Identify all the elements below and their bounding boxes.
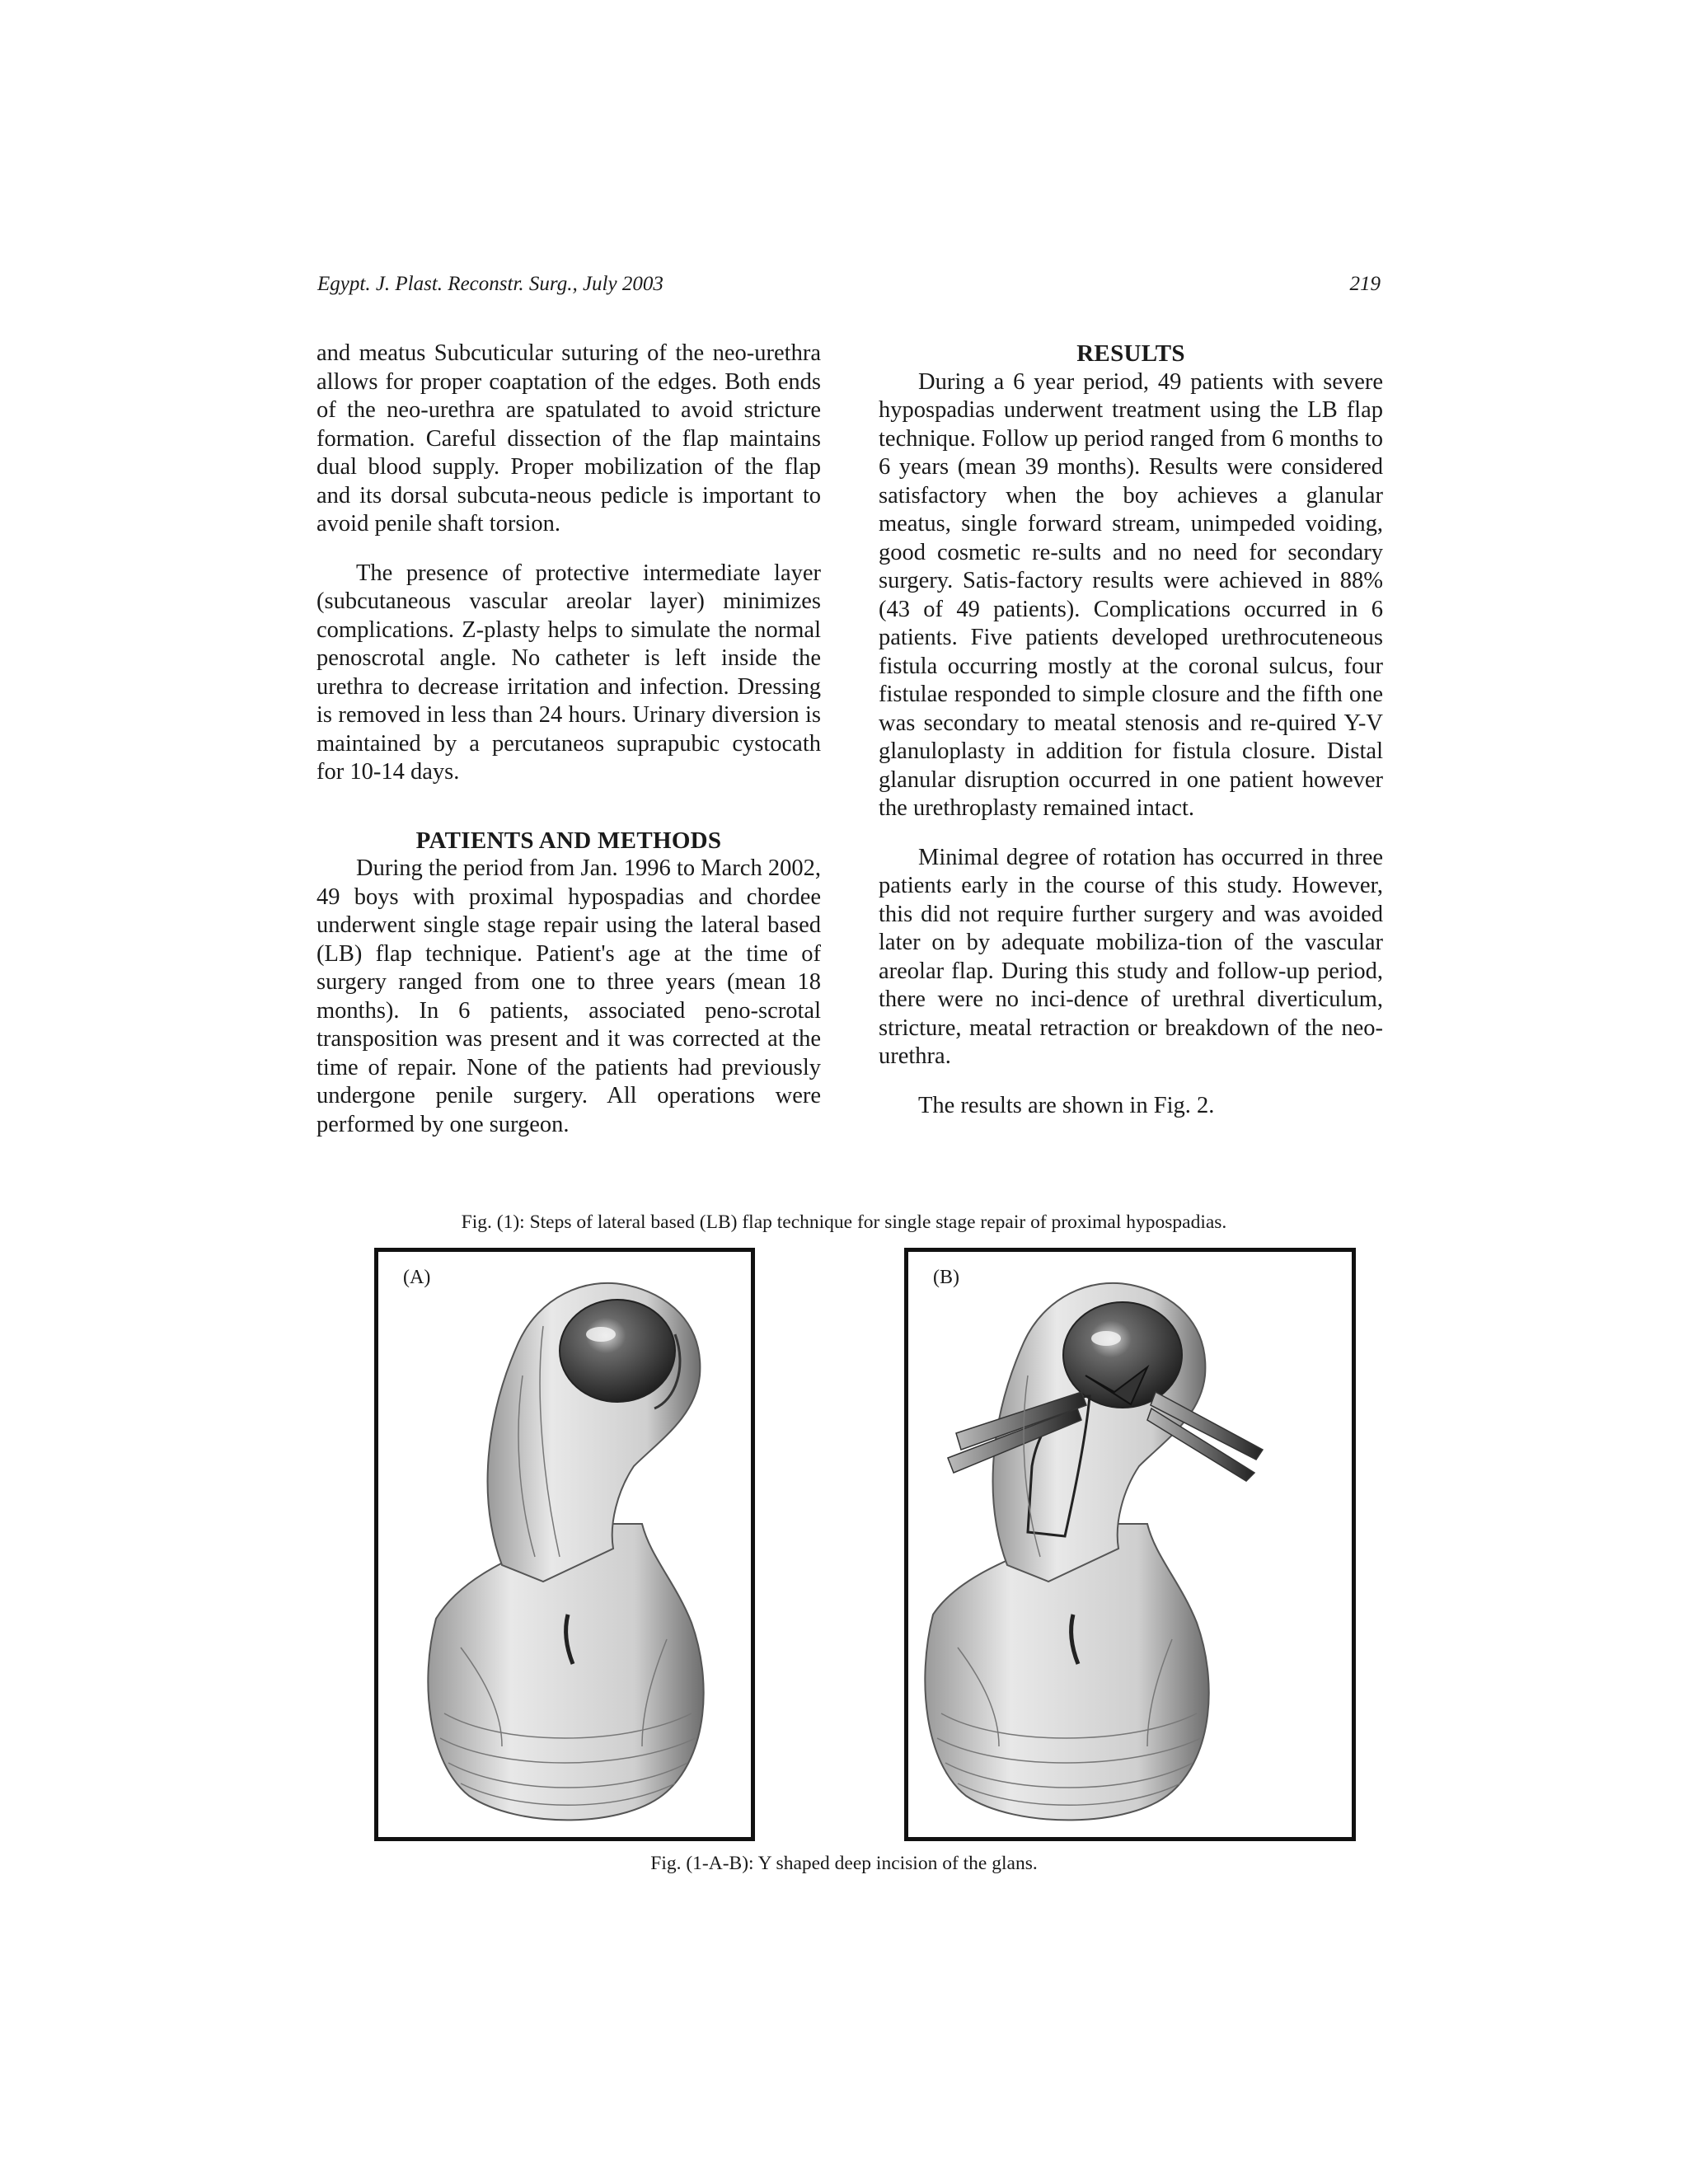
section-heading-results: RESULTS: [1076, 340, 1185, 367]
illustration-b: [908, 1252, 1352, 1837]
panel-label-b: (B): [933, 1267, 959, 1288]
journal-citation: Egypt. J. Plast. Reconstr. Surg., July 2003: [317, 273, 663, 295]
section-heading-patients-methods: PATIENTS AND METHODS: [415, 827, 722, 854]
paragraph-patients: During the period from Jan. 1996 to March 2002, 49 boys with proximal hypospadias and chordee underwent single stage repair using the lateral based (LB) flap technique. Patient's age at the time of surgery ranged from one to three years (mean 18 months). In 6 patients, associated peno-scrotal transposition was present and it was corrected at the time of repair. None of the patients had previously undergone penile surgery. All operations were performed by one surgeon.: [316, 855, 821, 1137]
figure-panel-a: [374, 1248, 755, 1841]
paragraph-protective-layer: The presence of protective intermediate layer (subcutaneous vascular areolar layer) minimizes complications. Z-plasty helps to simulate the normal penoscrotal angle. No catheter is left inside the urethra to decrease irritation and infection. Dressing is removed in less than 24 hours. Urinary diversion is maintained by a percutaneos suprapubic cystocath for 10-14 days.: [316, 560, 821, 785]
figure-panel-b: [904, 1248, 1356, 1841]
paragraph-fig-reference: The results are shown in Fig. 2.: [918, 1092, 1215, 1118]
running-head: [317, 273, 1381, 306]
right-column: [879, 340, 1383, 1120]
panel-label-a: (A): [403, 1267, 431, 1288]
paragraph-technique-continued: and meatus Subcuticular suturing of the neo-urethra allows for proper coaptation of the edges. Both ends of the neo-urethra are spatulated to avoid stricture formation. Careful dissection of the flap maintains dual blood supply. Proper mobilization of the flap and its dorsal subcuta-neous pedicle is important to avoid penile shaft torsion.: [316, 340, 821, 537]
left-column: [316, 340, 821, 1139]
page-number: 219: [1349, 273, 1381, 295]
illustration-a: [378, 1252, 751, 1837]
figure-subcaption: Fig. (1-A-B): Y shaped deep incision of the glans.: [650, 1853, 1038, 1874]
paragraph-results: During a 6 year period, 49 patients with severe hypospadias underwent treatment using the LB flap technique. Follow up period ranged from 6 months to 6 years (mean 39 months). Results were considered satisfactory when the boy achieves a glanular meatus, single forward stream, unimpeded voiding, good cosmetic re-sults and no need for secondary surgery. Satis-factory results were achieved in 88% (43 of 49 patients). Complications occurred in 6 patients. Five patients developed urethrocuteneous fistula occurring mostly at the coronal sulcus, four fistulae responded to simple closure and the fifth one was secondary to meatal stenosis and re-quired Y-V glanuloplasty in addition for fistula closure. Distal glanular disruption occurred in one patient however the urethroplasty remained intact.: [879, 368, 1383, 821]
figure-caption: Fig. (1): Steps of lateral based (LB) flap technique for single stage repair of proximal hypospadias.: [461, 1212, 1227, 1233]
paragraph-rotation: Minimal degree of rotation has occurred in three patients early in the course of this study. However, this did not require further surgery and was avoided later on by adequate mobiliza-tion of the vascular areolar flap. During this study and follow-up period, there were no inci-dence of urethral diverticulum, stricture, meatal retraction or breakdown of the neo-urethra.: [879, 844, 1383, 1069]
